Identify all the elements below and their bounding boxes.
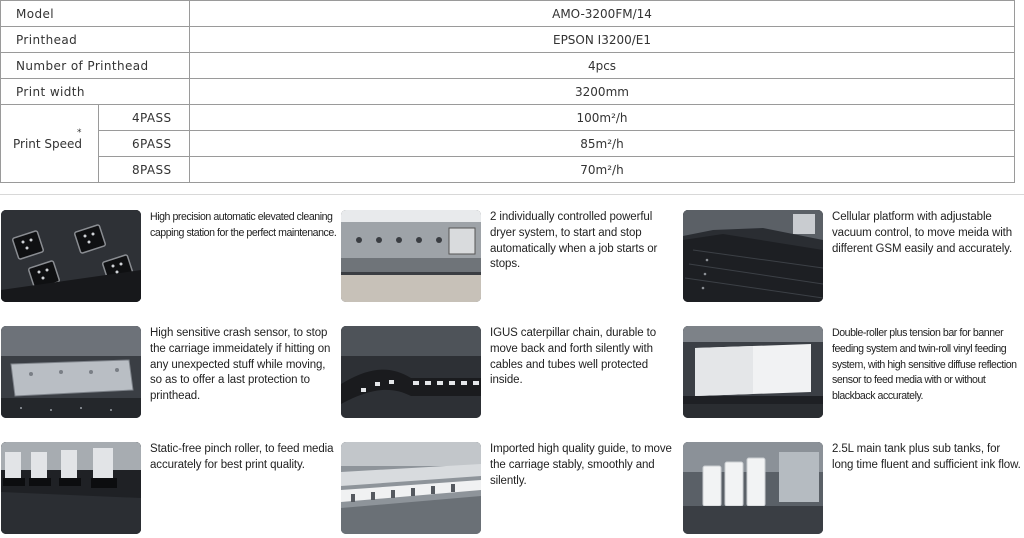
feature-crash-sensor	[1, 326, 341, 418]
feature-text: Cellular platform with adjustable vacuum control, to move meida with different GSM easily and accurately.	[832, 211, 1013, 255]
section-divider	[0, 194, 1024, 195]
spec-table	[0, 0, 1015, 183]
feature-text: Imported high quality guide, to move the carriage stably, smoothly and silently.	[490, 443, 672, 487]
crash-sensor-photo	[1, 326, 141, 418]
feature-cellular-platform	[683, 210, 1023, 302]
speed-pass: 8PASS	[99, 157, 190, 183]
pinch-roller-photo	[1, 442, 141, 534]
num-printhead-value: 4pcs	[190, 53, 1015, 79]
capping-station-photo	[1, 210, 141, 302]
printhead-value: EPSON I3200/E1	[190, 27, 1015, 53]
print-width-label: Print width	[1, 79, 190, 105]
speed-pass: 4PASS	[99, 105, 190, 131]
model-label: Model	[1, 1, 190, 27]
table-row	[1, 1, 1015, 27]
table-row	[1, 27, 1015, 53]
feature-text: IGUS caterpillar chain, durable to move back and forth silently with cables and tubes well protected inside.	[490, 327, 656, 387]
speed-value: 85m²/h	[190, 131, 1015, 157]
printhead-label: Printhead	[1, 27, 190, 53]
feature-text: Static-free pinch roller, to feed media accurately for best print quality.	[150, 443, 334, 471]
print-speed-mark: *	[77, 128, 82, 138]
cellular-platform-photo	[683, 210, 823, 302]
feature-ink-tank	[683, 442, 1023, 534]
feature-igus-chain	[341, 326, 681, 418]
speed-value: 70m²/h	[190, 157, 1015, 183]
print-width-value: 3200mm	[190, 79, 1015, 105]
print-speed-label: Print Speed	[13, 136, 83, 151]
speed-value: 100m²/h	[190, 105, 1015, 131]
feeding-system-photo	[683, 326, 823, 418]
speed-pass: 6PASS	[99, 131, 190, 157]
model-value: AMO-3200FM/14	[190, 1, 1015, 27]
feature-text: High sensitive crash sensor, to stop the carriage immeidately if hitting on any unexpected stuff while moving, so as to offer a last protection to printhead.	[150, 327, 331, 403]
feature-text: 2 individually controlled powerful dryer system, to start and stop automatically when a job starts or stops.	[490, 211, 658, 271]
igus-chain-photo	[341, 326, 481, 418]
table-row	[1, 53, 1015, 79]
feature-capping-station	[1, 210, 341, 302]
feature-guide	[341, 442, 681, 534]
dryer-system-photo	[341, 210, 481, 302]
feature-feeding-system	[683, 326, 1023, 418]
feature-text: High precision automatic elevated cleaning capping station for the perfect maintenance.	[150, 211, 337, 239]
table-row	[1, 157, 1015, 183]
ink-tank-photo	[683, 442, 823, 534]
feature-text: 2.5L main tank plus sub tanks, for long time fluent and sufficient ink flow.	[832, 443, 1021, 471]
table-row	[1, 79, 1015, 105]
feature-pinch-roller	[1, 442, 341, 534]
table-row	[1, 131, 1015, 157]
feature-text: Double-roller plus tension bar for banner feeding system and twin-roll vinyl feeding system, with high sensitive diffuse reflection sensor to feed media with or without blackback accurately.	[832, 327, 1017, 403]
feature-dryer-system	[341, 210, 681, 302]
guide-photo	[341, 442, 481, 534]
print-speed-cell	[1, 105, 99, 183]
table-row	[1, 105, 1015, 131]
num-printhead-label: Number of Printhead	[1, 53, 190, 79]
